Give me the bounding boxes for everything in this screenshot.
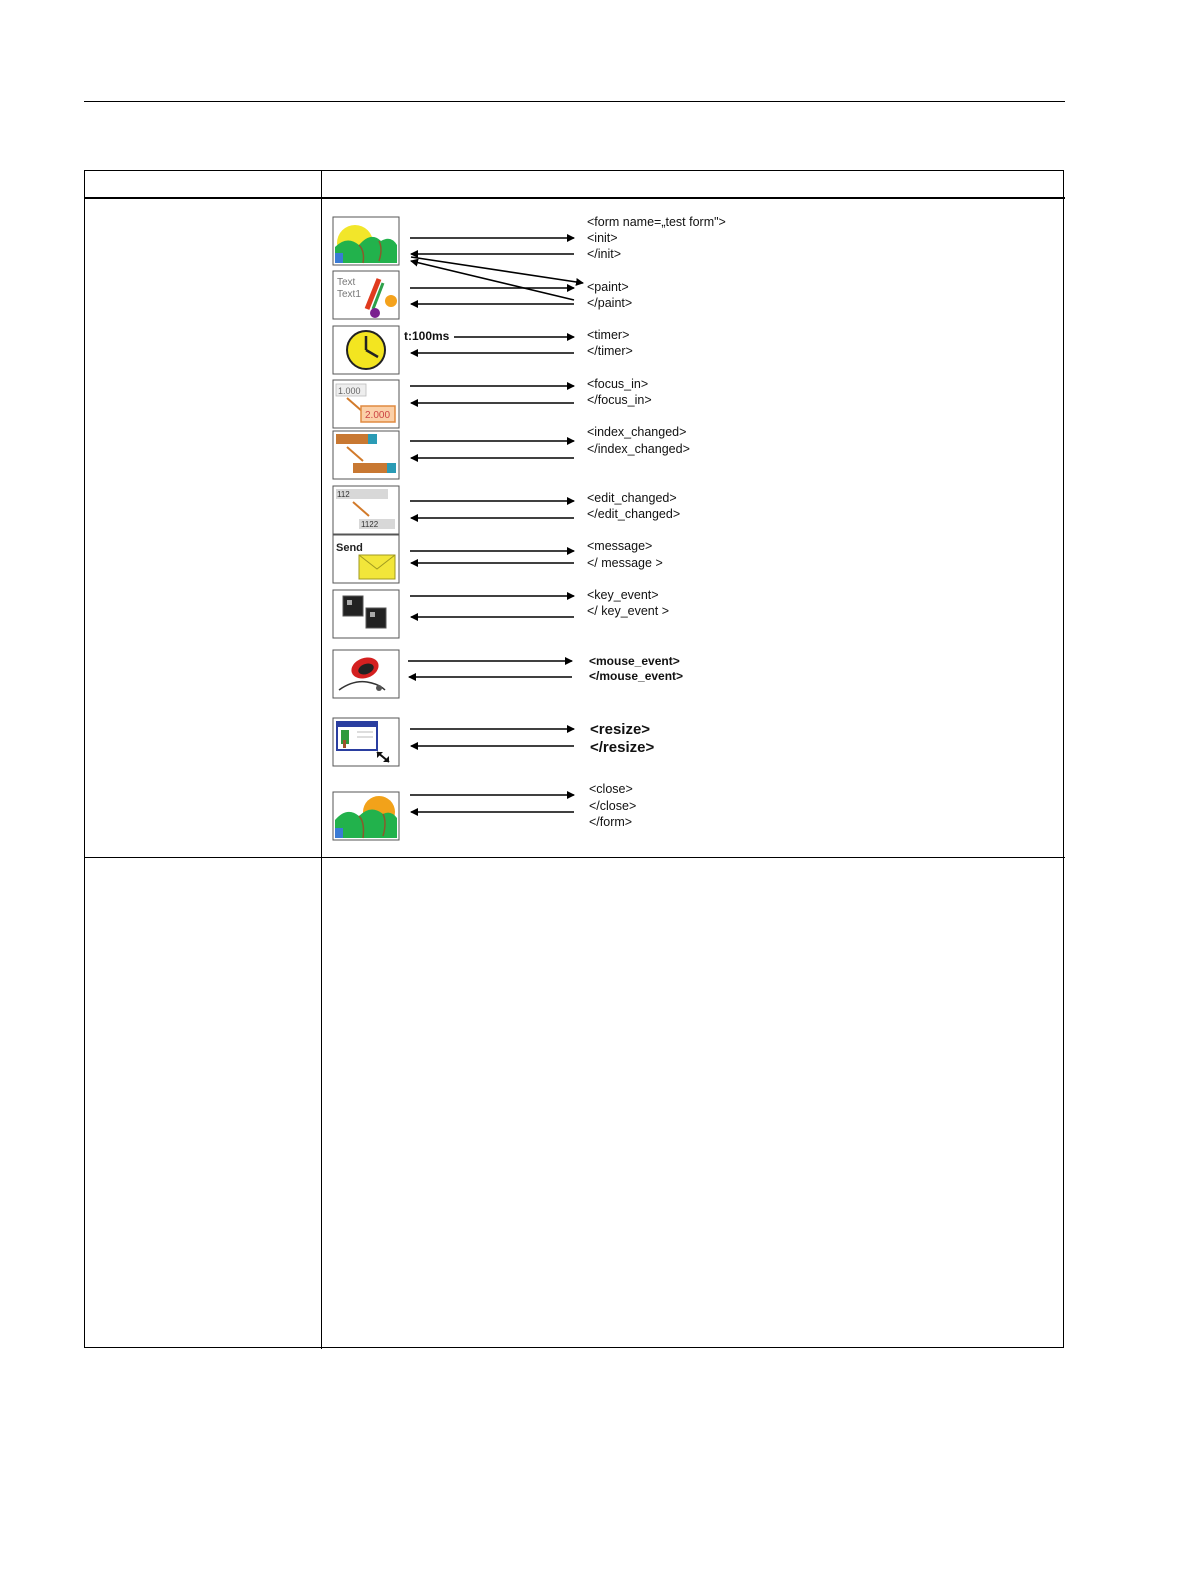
- event-edit-changed-open: <edit_changed>: [587, 491, 677, 505]
- timer-clock-icon: [333, 326, 399, 374]
- event-mouse-event-open: <mouse_event>: [589, 654, 680, 668]
- event-form-close: </form>: [589, 815, 633, 829]
- form-close-icon: [333, 792, 399, 840]
- event-init-close: </init>: [587, 247, 622, 261]
- form-init-icon: [333, 217, 399, 265]
- table-row-rule: [84, 857, 1065, 858]
- key-event-icon: [333, 590, 399, 638]
- message-send-label: Send: [336, 542, 363, 554]
- event-index-changed-close: </index_changed>: [587, 442, 690, 456]
- focus-value-2: 2.000: [365, 410, 391, 421]
- event-index-changed-open: <index_changed>: [587, 425, 687, 439]
- event-focus-in-close: </focus_in>: [587, 393, 652, 407]
- event-timer-open: <timer>: [587, 328, 630, 342]
- page-top-rule: [84, 101, 1065, 102]
- event-focus-in-open: <focus_in>: [587, 377, 649, 391]
- paint-icon-text-1: Text: [337, 277, 356, 288]
- edit-changed-icon: [333, 486, 399, 534]
- arrow-diagonal-down: [411, 257, 583, 283]
- event-message-open: <message>: [587, 539, 653, 553]
- focus-in-icon: [333, 380, 399, 428]
- event-form-open: <form name=„test form">: [587, 215, 726, 229]
- event-paint-close: </paint>: [587, 296, 633, 310]
- edit-value-1: 112: [337, 490, 350, 499]
- arrow-diagonal-up: [411, 261, 574, 300]
- mouse-event-icon: [333, 650, 399, 698]
- arrows: [408, 238, 583, 812]
- event-init-open: <init>: [587, 231, 618, 245]
- event-close-open: <close>: [589, 782, 633, 796]
- event-mouse-event-close: </mouse_event>: [589, 669, 684, 683]
- event-sequence-diagram: [322, 200, 1062, 845]
- event-key-event-open: <key_event>: [587, 588, 659, 602]
- edit-value-2: 1122: [361, 520, 379, 529]
- index-changed-icon: [333, 431, 399, 479]
- message-envelope-icon: [333, 535, 399, 583]
- event-edit-changed-close: </edit_changed>: [587, 507, 681, 521]
- paint-icon-text-2: Text1: [337, 289, 361, 300]
- event-close-close: </close>: [589, 799, 637, 813]
- event-message-close: </ message >: [587, 556, 663, 570]
- event-paint-open: <paint>: [587, 280, 629, 294]
- table-header-rule: [84, 197, 1065, 199]
- event-timer-close: </timer>: [587, 344, 633, 358]
- timer-interval-label: t:100ms: [404, 329, 450, 343]
- focus-value-1: 1.000: [338, 386, 361, 396]
- event-key-event-close: </ key_event >: [587, 604, 670, 618]
- event-resize-open: <resize>: [590, 721, 651, 738]
- event-resize-close: </resize>: [590, 739, 655, 756]
- resize-window-icon: [333, 718, 399, 766]
- paint-icon: [333, 271, 399, 319]
